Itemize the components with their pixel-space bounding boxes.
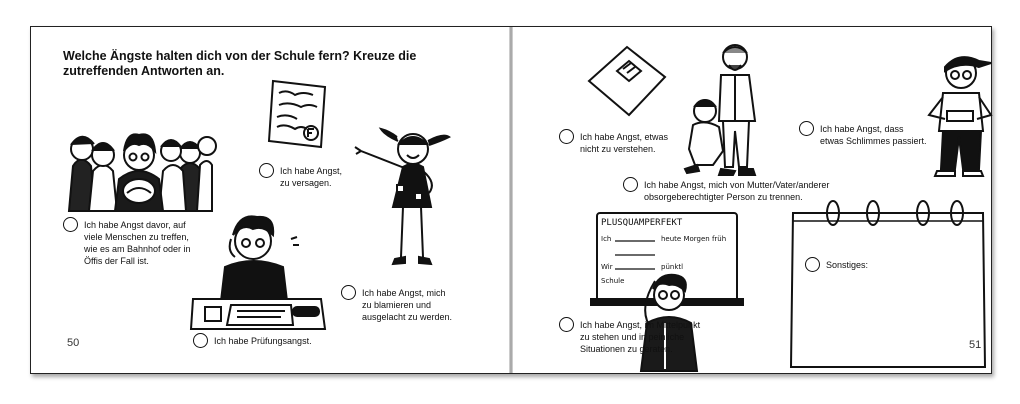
chalkboard-row3-left: Schule [601,277,625,285]
calendar-notepad [789,199,989,371]
chalkboard-row2-left: Wir [601,263,613,271]
option-not-understanding-text: Ich habe Angst, etwas nicht zu verstehen. [580,132,669,154]
option-not-understanding[interactable] [559,131,668,155]
option-separation[interactable] [623,179,829,203]
checkbox-circle[interactable] [623,177,638,192]
checkbox-circle[interactable] [193,333,208,348]
book-spread [30,26,992,374]
checkbox-circle[interactable] [559,129,574,144]
pointing-girl-illustration [353,127,473,277]
checkbox-circle[interactable] [799,121,814,136]
left-page [31,27,509,373]
option-failure[interactable] [259,165,342,189]
option-exam-anxiety-text: Ich habe Prüfungsangst. [214,336,312,346]
crowd-illustration [67,111,212,211]
checkbox-circle[interactable] [259,163,274,178]
option-exam-anxiety[interactable] [193,335,312,348]
option-separation-text: Ich habe Angst, mich von Mutter/Vater/anderer obsorgeberechtigter Person zu trennen. [644,180,830,202]
page-number: 50 [67,337,80,349]
option-other-text: Sonstiges: [826,260,869,270]
chalkboard-row1-left: Ich [601,235,612,243]
option-something-bad-text: Ich habe Angst, dass etwas Schlimmes passiert. [820,124,927,146]
option-spotlight[interactable] [559,319,700,355]
option-embarrassment[interactable] [341,287,452,323]
worried-boy-cap-illustration [925,45,995,177]
option-embarrassment-text: Ich habe Angst, mich zu blamieren und ausgelacht zu werden. [362,288,453,322]
failed-test-paper-illustration [267,79,329,149]
option-other[interactable] [805,259,868,272]
chalkboard-heading: PLUSQUAMPERFEKT [601,218,683,228]
option-crowds[interactable] [63,219,191,267]
exam-student-illustration [191,209,326,329]
checkbox-circle[interactable] [559,317,574,332]
chalkboard-row1-right: heute Morgen früh [661,235,727,243]
checkbox-circle[interactable] [63,217,78,232]
page-title: Welche Ängste halten dich von der Schule fern? Kreuze die zutreffenden Antworten an. [63,49,417,78]
option-something-bad[interactable] [799,123,927,147]
checkbox-circle[interactable] [805,257,820,272]
option-spotlight-text: Ich habe Angst, im Mittelpunkt zu stehen und in peinliche Situationen zu geraten. [580,320,701,354]
option-crowds-text: Ich habe Angst davor, auf viele Menschen zu treffen, wie es am Bahnhof oder in Öffis der Fall ist. [84,220,191,266]
right-page [513,27,991,373]
notebook-illustration [587,45,667,117]
option-failure-text: Ich habe Angst, zu versagen. [280,166,343,188]
parent-child-illustration [683,41,773,177]
checkbox-circle[interactable] [341,285,356,300]
chalkboard-row2-right: pünktl [661,263,684,271]
page-number: 51 [969,339,982,351]
